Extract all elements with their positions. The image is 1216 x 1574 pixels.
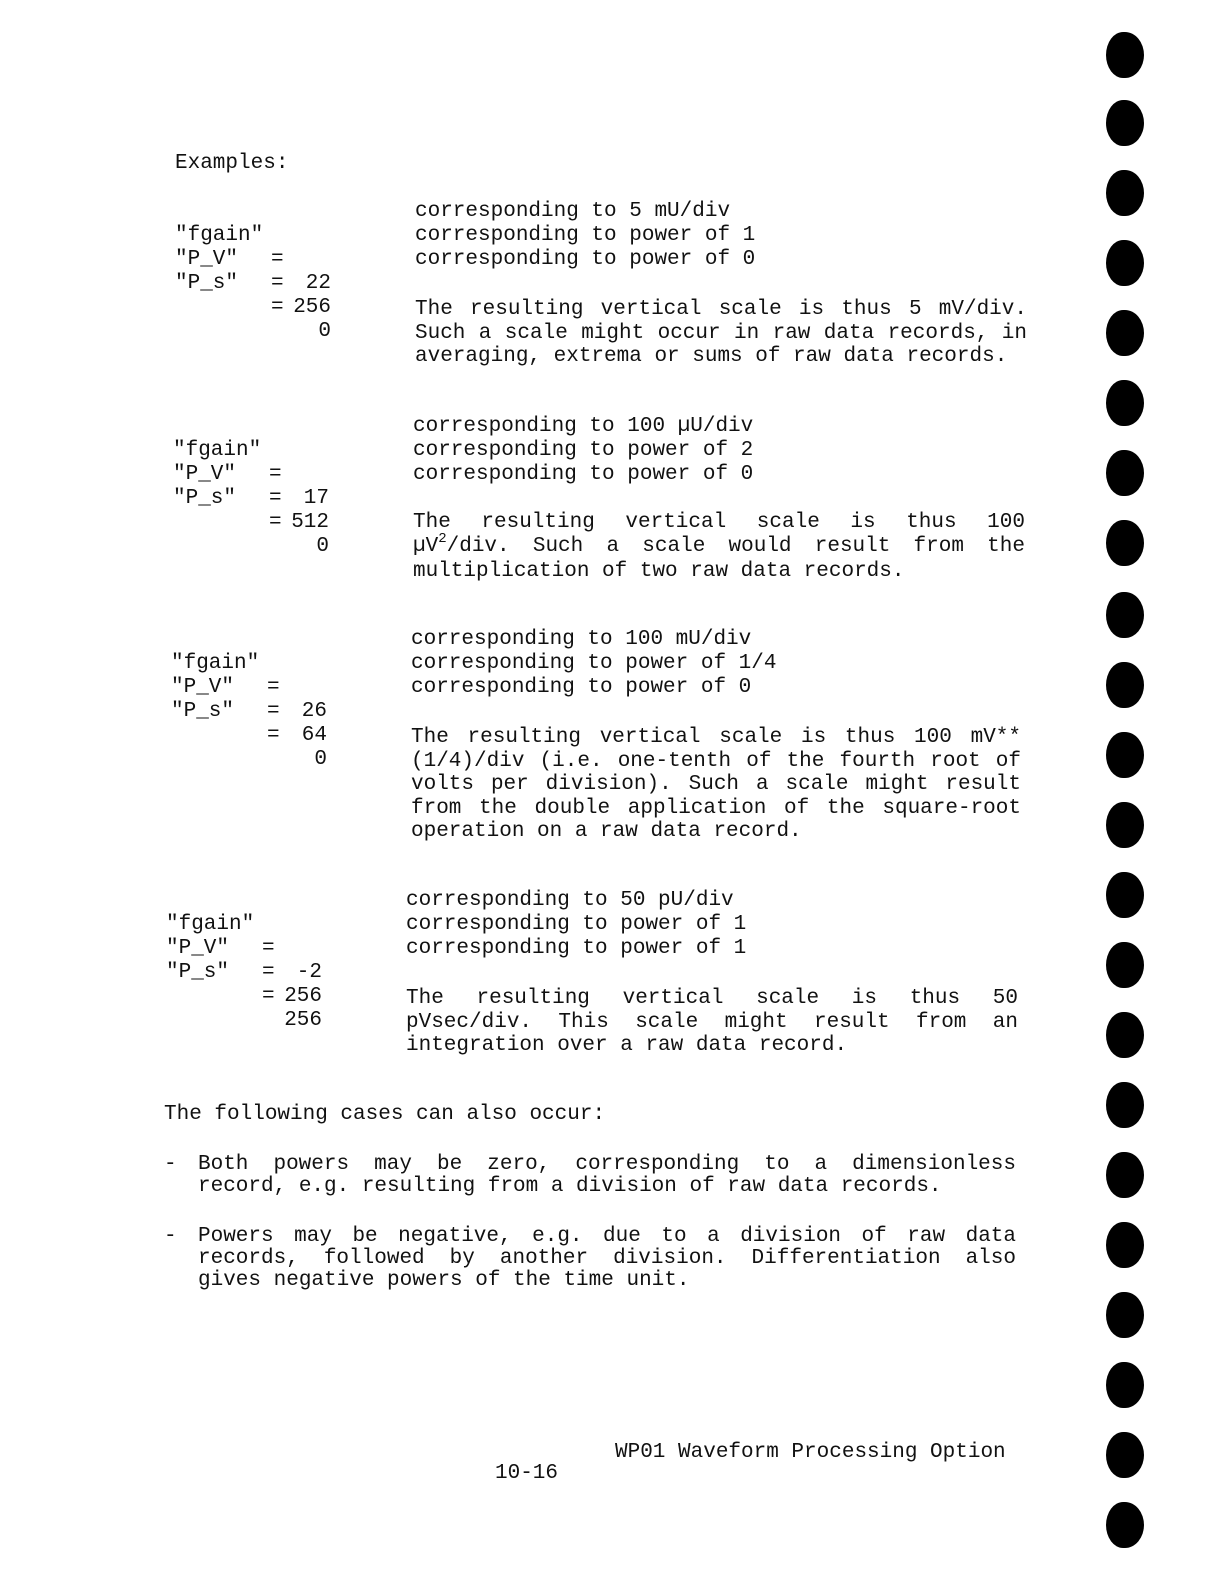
variable-row — [166, 937, 346, 1032]
description-line: corresponding to power of 0 — [413, 463, 754, 486]
description-line: corresponding to power of 0 — [415, 248, 756, 271]
bullet-text: Both powers may be zero, corresponding to a dimensionless record, e.g. resulting from a division of raw data records. — [198, 1153, 1016, 1198]
variable-name: "fgain" — [173, 439, 262, 462]
variable-name: "fgain" — [171, 652, 260, 675]
binder-hole — [1106, 1362, 1144, 1408]
variable-list — [175, 200, 355, 343]
variable-name: "fgain" — [166, 913, 255, 936]
equals-sign: = — [271, 296, 284, 319]
equals-sign: = — [271, 248, 284, 271]
binder-hole — [1106, 1502, 1144, 1548]
variable-name: "P_V" — [171, 676, 235, 699]
binder-hole — [1106, 1152, 1144, 1198]
following-cases-intro: The following cases can also occur: — [164, 1103, 606, 1126]
variable-name: "P_V" — [175, 248, 239, 271]
variable-name: "P_s" — [171, 700, 235, 723]
variable-value: 512 — [291, 511, 329, 534]
result-paragraph: The resulting vertical scale is thus 50 pVsec/div. This scale might result from an integration over a raw data record. — [406, 987, 1018, 1057]
binder-hole — [1106, 872, 1144, 918]
variable-name: "P_s" — [175, 272, 239, 295]
variable-value: 256 — [284, 1009, 322, 1032]
footer-title: WP01 Waveform Processing Option — [615, 1441, 1006, 1464]
binder-hole — [1106, 1222, 1144, 1268]
binder-hole — [1106, 662, 1144, 708]
binder-hole — [1106, 32, 1144, 78]
binder-hole — [1106, 380, 1144, 426]
description-list — [415, 200, 1035, 272]
binder-hole — [1106, 170, 1144, 216]
binder-hole — [1106, 732, 1144, 778]
bullet-dash: - — [164, 1225, 177, 1248]
result-paragraph: The resulting vertical scale is thus 100 mV**(1/4)/div (i.e. one-tenth of the fourth root of volts per division). Such a scale might result from the double application of the square-root operation on a raw data record. — [411, 726, 1021, 843]
bullet-dash: - — [164, 1153, 177, 1176]
description-line: corresponding to power of 1 — [406, 937, 747, 960]
binder-hole — [1106, 1432, 1144, 1478]
binder-hole — [1106, 520, 1144, 566]
binder-hole — [1106, 1292, 1144, 1338]
equals-sign: = — [267, 676, 280, 699]
description-line: corresponding to power of 0 — [411, 676, 752, 699]
description-line: corresponding to 5 mU/div — [415, 200, 731, 223]
variable-value: 22 — [305, 272, 331, 295]
variable-list — [166, 889, 346, 1032]
equals-sign: = — [267, 700, 280, 723]
variable-value: 0 — [318, 320, 331, 343]
variable-name: "P_V" — [166, 937, 230, 960]
description-list — [411, 628, 1031, 700]
binder-hole — [1106, 240, 1144, 286]
description-line: corresponding to power of 1 — [415, 224, 756, 247]
variable-value: -2 — [296, 961, 322, 984]
result-paragraph — [413, 511, 1025, 584]
variable-value: 17 — [303, 487, 329, 510]
result-paragraph: The resulting vertical scale is thus 5 mV/div. Such a scale might occur in raw data records, in averaging, extrema or sums of raw data records. — [415, 298, 1027, 368]
binder-hole — [1106, 310, 1144, 356]
binder-hole — [1106, 1082, 1144, 1128]
variable-value: 26 — [301, 700, 327, 723]
description-list — [406, 889, 1026, 961]
variable-name: "fgain" — [175, 224, 264, 247]
binder-hole — [1106, 592, 1144, 638]
description-list — [413, 415, 1033, 487]
equals-sign: = — [271, 272, 284, 295]
variable-value: 0 — [314, 748, 327, 771]
equals-sign: = — [269, 511, 282, 534]
variable-list — [173, 415, 353, 558]
variable-value: 256 — [293, 296, 331, 319]
description-line: corresponding to 100 mU/div — [411, 628, 752, 651]
equals-sign: = — [262, 937, 275, 960]
binder-hole — [1106, 942, 1144, 988]
variable-name: "P_s" — [173, 487, 237, 510]
description-line: corresponding to power of 1/4 — [411, 652, 777, 675]
examples-heading: Examples: — [175, 152, 289, 175]
equals-sign: = — [267, 724, 280, 747]
variable-name: "P_V" — [173, 463, 237, 486]
binder-hole — [1106, 450, 1144, 496]
description-line: corresponding to 50 pU/div — [406, 889, 734, 912]
variable-value: 64 — [301, 724, 327, 747]
description-line: corresponding to power of 2 — [413, 439, 754, 462]
variable-value: 0 — [316, 535, 329, 558]
variable-value: 256 — [284, 985, 322, 1008]
result-text: The resulting vertical scale is thus 100 µV — [413, 511, 1025, 558]
description-line: corresponding to power of 1 — [406, 913, 747, 936]
variable-list — [171, 628, 351, 771]
equals-sign: = — [262, 961, 275, 984]
bullet-text: Powers may be negative, e.g. due to a division of raw data records, followed by another division. Differentiation also gives negative powers of the time unit. — [198, 1225, 1016, 1292]
binder-hole — [1106, 802, 1144, 848]
equals-sign: = — [269, 463, 282, 486]
page-number: 10-16 — [495, 1462, 559, 1485]
binder-hole — [1106, 100, 1144, 146]
equals-sign: = — [269, 487, 282, 510]
equals-sign: = — [262, 985, 275, 1008]
variable-name: "P_s" — [166, 961, 230, 984]
description-line: corresponding to 100 µU/div — [413, 415, 754, 438]
result-text: /div. Such a scale would result from the multiplication of two raw data records. — [413, 534, 1025, 583]
binder-hole — [1106, 1012, 1144, 1058]
superscript-exponent: 2 — [438, 530, 447, 547]
